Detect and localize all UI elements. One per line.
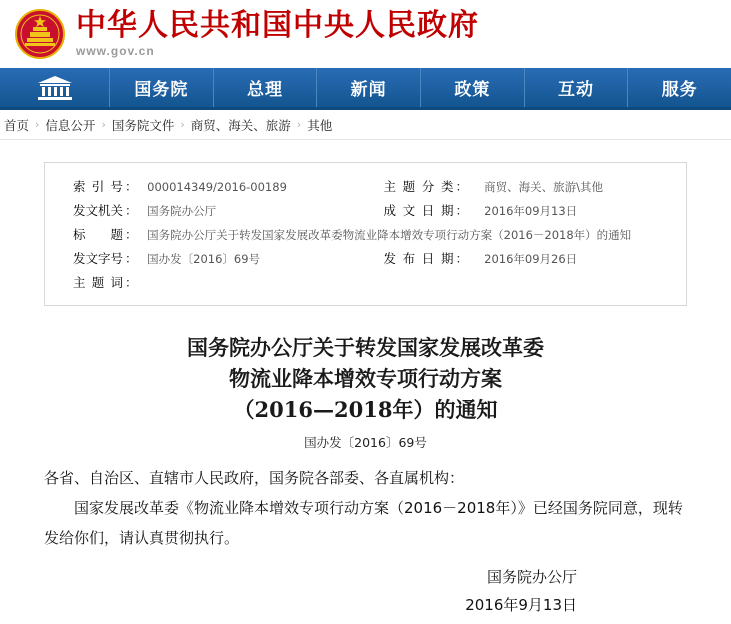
meta-value-keywords [139, 271, 383, 295]
document-title-line3: （2016—2018年）的通知 [233, 397, 498, 422]
meta-key-empty [383, 271, 455, 295]
nav-item-news[interactable] [317, 68, 421, 107]
meta-key-publish-date: 发布日期 [383, 251, 454, 266]
meta-key-index: 索引号 [73, 179, 124, 194]
meta-value-empty [476, 271, 686, 295]
meta-value-issuer: 国务院办公厅 [147, 204, 217, 218]
meta-value-docnumber: 国办发〔2016〕69号 [147, 252, 261, 266]
signature-date: 2016年9月13日 [465, 596, 577, 614]
site-domain: www.gov.cn [76, 44, 155, 58]
meta-value-title: 国务院办公厅关于转发国家发展改革委物流业降本增效专项行动方案（2016－2018年）的通知 [147, 228, 632, 242]
nav-item-policy[interactable] [421, 68, 525, 107]
nav-item-services[interactable] [628, 68, 731, 107]
document-body [0, 306, 731, 619]
signature-organization: 国务院办公厅 [486, 568, 577, 586]
meta-colon: ： [125, 179, 138, 194]
nav-label: 新闻 [350, 80, 387, 100]
meta-key-drafted-date: 成文日期 [383, 203, 454, 218]
meta-colon: ： [125, 227, 138, 242]
site-title: 中华人民共和国中央人民政府 [76, 8, 479, 43]
meta-colon: ： [455, 251, 468, 266]
table-row [45, 247, 686, 271]
document-title [44, 332, 687, 425]
breadcrumb-separator: › [180, 118, 185, 131]
site-header [0, 0, 731, 68]
nav-home[interactable] [0, 68, 110, 107]
table-row [45, 223, 686, 247]
document-title-line1: 国务院办公厅关于转发国家发展改革委 [187, 335, 544, 360]
breadcrumb-separator: › [296, 118, 302, 131]
nav-label: 政策 [454, 80, 491, 100]
metadata-section [0, 140, 731, 306]
breadcrumb-item-openinfo[interactable]: 信息公开 [45, 117, 96, 133]
metadata-table [45, 175, 686, 295]
breadcrumb-separator: › [101, 118, 106, 131]
document-number: 国办发〔2016〕69号 [304, 435, 427, 450]
main-navigation[interactable] [0, 68, 731, 110]
table-row [45, 175, 686, 199]
meta-value-index: 000014349/2016-00189 [147, 180, 287, 194]
table-row [45, 271, 686, 295]
breadcrumb-item-documents[interactable]: 国务院文件 [111, 117, 175, 133]
meta-value-publish-date: 2016年09月26日 [484, 252, 578, 266]
home-building-icon [34, 75, 76, 101]
breadcrumb [0, 110, 731, 140]
breadcrumb-item-home[interactable]: 首页 [4, 117, 30, 133]
meta-colon: ： [455, 179, 468, 194]
breadcrumb-separator: › [35, 118, 40, 131]
site-title-block [76, 9, 479, 59]
meta-value-drafted-date: 2016年09月13日 [484, 204, 578, 218]
nav-item-interaction[interactable] [525, 68, 629, 107]
document-paragraph: 国家发展改革委《物流业降本增效专项行动方案（2016－2018年）》已经国务院同意，现转发给你们，请认真贯彻执行。 [44, 499, 683, 547]
meta-colon: ： [125, 251, 138, 266]
meta-key-title: 标题 [73, 227, 124, 242]
national-emblem-icon [14, 8, 66, 60]
document-signature [44, 563, 687, 619]
meta-key-issuer: 发文机关 [73, 203, 124, 218]
meta-key-keywords: 主题词 [73, 275, 124, 290]
meta-key-docnumber: 发文字号 [73, 251, 124, 266]
meta-key-category: 主题分类 [383, 179, 454, 194]
meta-colon: ： [455, 203, 468, 218]
table-row [45, 199, 686, 223]
document-salutation: 各省、自治区、直辖市人民政府，国务院各部委、各直属机构： [44, 469, 465, 487]
nav-label: 服务 [661, 80, 698, 100]
breadcrumb-item-other[interactable]: 其他 [307, 117, 333, 133]
meta-value-category: 商贸、海关、旅游\其他 [484, 180, 603, 194]
nav-item-premier[interactable] [214, 68, 318, 107]
metadata-box [44, 162, 687, 306]
breadcrumb-item-category[interactable]: 商贸、海关、旅游 [190, 117, 291, 133]
document-title-line2: 物流业降本增效专项行动方案 [229, 366, 502, 391]
nav-label: 互动 [558, 80, 595, 100]
nav-label: 国务院 [134, 80, 189, 100]
nav-label: 总理 [247, 80, 283, 100]
meta-colon: ： [125, 203, 138, 218]
meta-colon: ： [125, 275, 138, 290]
meta-colon-empty [455, 271, 476, 295]
nav-item-state-council[interactable] [110, 68, 214, 107]
